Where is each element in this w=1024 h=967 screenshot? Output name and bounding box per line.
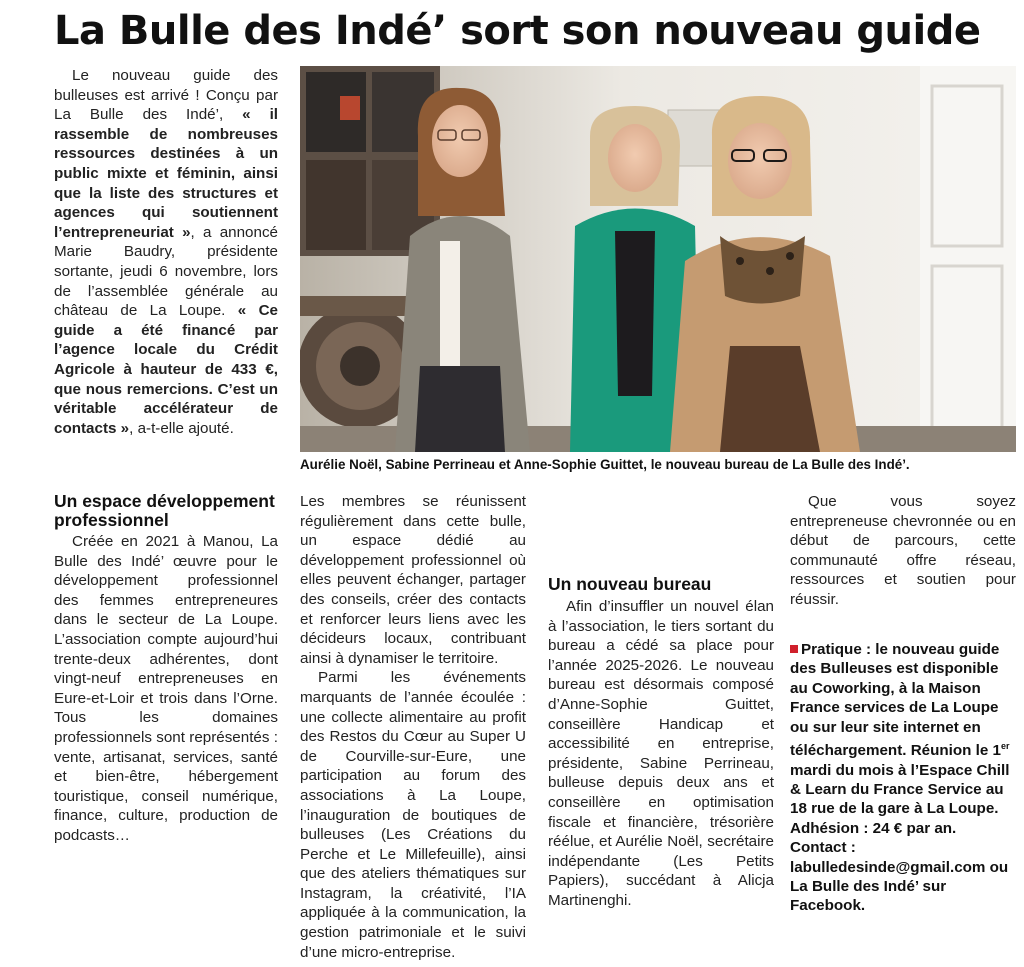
pratique-text-b: mardi du mois à l’Espace Chill & Learn du France Service au 18 rue de la gare à La Loupe. Adhésion : 24 € par an. Contact : labulledesinde@gmail.com ou La Bulle des Indé’ sur Facebook. xyxy=(790,761,1010,915)
article-photo xyxy=(300,66,1016,452)
column-1 xyxy=(54,492,278,846)
intro-text-mid: , a annoncé Marie Baudry, présidente sortante, jeudi 6 novembre, lors de l’assemblée générale au château de La Loupe. xyxy=(54,223,278,320)
red-square-bullet-icon xyxy=(790,645,798,653)
section1-paragraph-2: Les membres se réunissent régulièrement dans cette bulle, un espace dédié au développement professionnel où elles peuvent échanger, partager des conseils, créer des contacts et renforcer leurs liens avec les décideurs locaux, contribuant ainsi à dynamiser le territoire. xyxy=(300,493,526,667)
column-2 xyxy=(300,492,526,962)
section2-paragraph-1: Afin d’insuffler un nouvel élan à l’association, le tiers sortant du bureau a cédé sa place pour l’année 2025-2026. Le nouveau bureau est désormais composé d’Anne-Sophie Guittet, conseillère Handicap et accessibilité en entreprise, présidente, Sabine Perrineau, bulleuse depuis deux ans et conseillère en optimisation fiscale et financière, trésorière réélue, et Aurélie Noël, secrétaire indépendante (Les Petits Papiers), succédant à Alicja Martinenghi. xyxy=(548,598,774,909)
intro-column xyxy=(54,66,278,438)
photo-caption: Aurélie Noël, Sabine Perrineau et Anne-Sophie Guittet, le nouveau bureau de La Bulle des Indé’. xyxy=(300,457,910,472)
intro-quote: « il rassemble de nombreuses ressources destinées à un public mixte et féminin, ainsi que la liste des structures et agences qui soutiennent l’entrepreneuriat » xyxy=(54,106,279,241)
column-4 xyxy=(790,492,1016,610)
pratique-box xyxy=(790,640,1016,916)
pratique-text-a: Pratique : le nouveau guide des Bulleuses est disponible au Coworking, à la Maison France services de La Loupe ou sur leur site internet en téléchargement. Réunion le 1 xyxy=(790,641,1001,760)
section1-paragraph-1: Créée en 2021 à Manou, La Bulle des Indé’ œuvre pour le développement professionnel des femmes entrepreneures dans le secteur de La Loupe. L’association compte aujourd’hui trente-deux adhérentes, dont vingt-neuf entrepreneuses en Eure-et-Loir et trois dans l’Orne. Tous les domaines professionnels sont représentés : vente, artisanat, services, santé et bien-être, hébergement touristique, conseil numérique, finance, culture, production de podcasts… xyxy=(54,533,278,844)
headline: La Bulle des Indé’ sort son nouveau guide xyxy=(54,8,981,54)
intro-text-start: Le nouveau guide des bulleuses est arrivé ! Conçu par La Bulle des Indé’, xyxy=(54,67,278,124)
intro-text-end: , a-t-elle ajouté. xyxy=(129,419,234,437)
intro-quote-2: « Ce guide a été financé par l’agence locale du Crédit Agricole à hauteur de 433 €, que nous remercions. C’est un véritable accélérateur de contacts » xyxy=(54,302,278,437)
section1-paragraph-3: Parmi les événements marquants de l’année écoulée : une collecte alimentaire au profit des Restos du Cœur au Super U de Courville-sur-Eure, une participation au forum des associations à La Loupe, l’inauguration de boutiques de bulleuses (Les Créations du Perche et Le Millefeuille), ainsi que des ateliers thématiques sur Instagram, la créativité, l’IA appliquée à la communication, la gestion patrimoniale et le suivi d’une micro-entreprise. xyxy=(300,669,526,961)
section2-paragraph-2: Que vous soyez entrepreneuse chevronnée ou en début de parcours, cette communauté offre réseau, ressources et soutien pour réussir. xyxy=(790,493,1016,608)
section-heading-espace: Un espace développement professionnel xyxy=(54,491,275,530)
group-photo-illustration xyxy=(300,66,1016,452)
section-heading-bureau: Un nouveau bureau xyxy=(548,574,712,594)
intro-paragraph xyxy=(54,66,278,438)
pratique-superscript: er xyxy=(1001,741,1010,752)
column-3 xyxy=(548,575,774,911)
